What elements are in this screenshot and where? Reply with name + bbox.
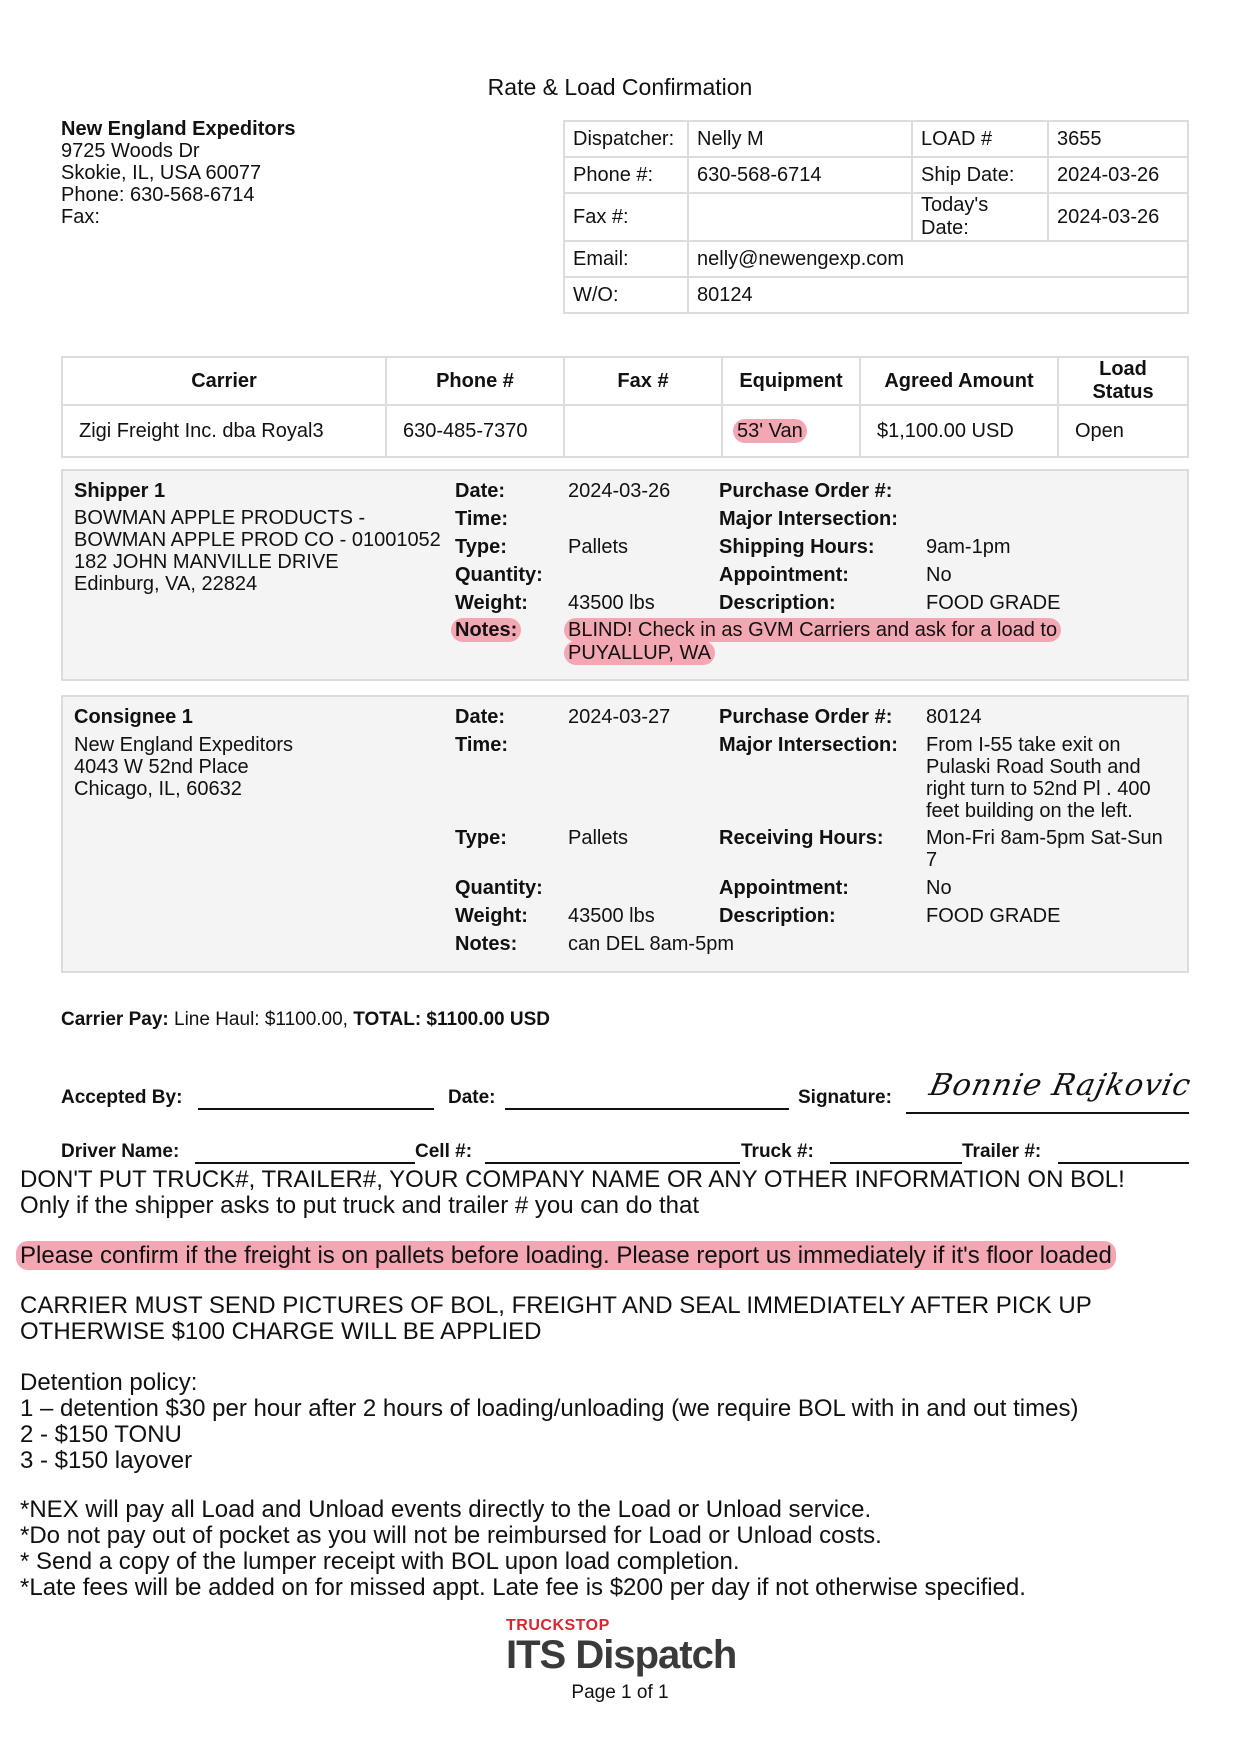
- intersection-line: From I-55 take exit on: [926, 734, 1121, 756]
- consignee-notes: can DEL 8am-5pm: [568, 933, 734, 955]
- load-status-header: Load Status: [1058, 357, 1188, 405]
- pallets-notice: Please confirm if the freight is on pallets before loading. Please report us immediately if it's floor loaded: [16, 1241, 1116, 1270]
- email-label: Email:: [564, 241, 688, 277]
- detention-item: 3 - $150 layover: [20, 1447, 193, 1474]
- shipper-time-label: Time:: [455, 508, 508, 530]
- carrier-header: Carrier: [62, 357, 386, 405]
- load-value: 3655: [1048, 121, 1188, 157]
- consignee-intersection: [926, 734, 1151, 822]
- company-name: New England Expeditors: [61, 118, 296, 140]
- consignee-date-label: Date:: [455, 706, 506, 728]
- bol-warning-line2: Only if the shipper asks to put truck and trailer # you can do that: [20, 1192, 700, 1219]
- dispatcher-value: Nelly M: [688, 121, 912, 157]
- bol-warning-line1: DON'T PUT TRUCK#, TRAILER#, YOUR COMPANY NAME OR ANY OTHER INFORMATION ON BOL!: [20, 1166, 1125, 1193]
- receiving-hours-label: Receiving Hours:: [719, 827, 884, 849]
- pictures-notice: [20, 1293, 1092, 1345]
- shipper-description-label: Description:: [719, 592, 836, 614]
- lumper-item: *Late fees will be added on for missed appt. Late fee is $200 per day if not otherwise specified.: [20, 1574, 1026, 1601]
- consignee-line: New England Expeditors: [74, 734, 294, 756]
- trailer-field[interactable]: [1058, 1162, 1189, 1164]
- signature-label: Signature:: [798, 1087, 892, 1108]
- consignee-time-label: Time:: [455, 734, 508, 756]
- line-haul: Line Haul: $1100.00,: [168, 1009, 354, 1030]
- driver-name-label: Driver Name:: [61, 1141, 180, 1162]
- shipper-notes-label: Notes:: [451, 618, 521, 642]
- email-value: nelly@newengexp.com: [688, 241, 1188, 277]
- lumper-policy: [20, 1497, 1026, 1601]
- sign-date-field[interactable]: [505, 1108, 789, 1110]
- shipper-weight-label: Weight:: [455, 592, 528, 614]
- truckstop-logo: [506, 1617, 736, 1675]
- today-date-label: Today's Date:: [912, 193, 1048, 241]
- lumper-item: * Send a copy of the lumper receipt with BOL upon load completion.: [20, 1548, 740, 1575]
- dispatcher-label: Dispatcher:: [564, 121, 688, 157]
- bol-warning: [20, 1167, 1125, 1219]
- consignee-weight-label: Weight:: [455, 905, 528, 927]
- consignee-type-label: Type:: [455, 827, 507, 849]
- receiving-hours-line2: 7: [926, 849, 938, 871]
- shipper-date-label: Date:: [455, 480, 506, 502]
- agreed-amount-value: $1,100.00 USD: [860, 405, 1058, 457]
- ship-date-value: 2024-03-26: [1048, 157, 1188, 193]
- shipper-appointment-label: Appointment:: [719, 564, 849, 586]
- fax-header: Fax #: [564, 357, 722, 405]
- pictures-line1: CARRIER MUST SEND PICTURES OF BOL, FREIGHT AND SEAL IMMEDIATELY AFTER PICK UP: [20, 1292, 1092, 1319]
- equipment-header: Equipment: [722, 357, 860, 405]
- consignee-type: Pallets: [568, 827, 629, 849]
- shipper-notes-line1: BLIND! Check in as GVM Carriers and ask for a load to: [564, 618, 1061, 642]
- driver-name-field[interactable]: [195, 1162, 415, 1164]
- carrier-table: [61, 356, 1189, 458]
- dispatch-row: [564, 157, 1188, 193]
- shipper-line: Edinburg, VA, 22824: [74, 573, 258, 595]
- carrier-phone: 630-485-7370: [386, 405, 564, 457]
- company-address1: 9725 Woods Dr: [61, 140, 200, 162]
- shipper-intersection-label: Major Intersection:: [719, 508, 898, 530]
- accepted-by-label: Accepted By:: [61, 1087, 183, 1108]
- sign-date-label: Date:: [448, 1087, 496, 1108]
- dispatch-row: [564, 277, 1188, 313]
- consignee-description-label: Description:: [719, 905, 836, 927]
- detention-title: Detention policy:: [20, 1369, 198, 1396]
- wo-label: W/O:: [564, 277, 688, 313]
- company-block: [61, 118, 295, 228]
- truck-label: Truck #:: [741, 1141, 814, 1162]
- consignee-intersection-label: Major Intersection:: [719, 734, 898, 756]
- load-label: LOAD #: [912, 121, 1048, 157]
- shipper-quantity-label: Quantity:: [455, 564, 543, 586]
- consignee-line: Chicago, IL, 60632: [74, 778, 242, 800]
- lumper-item: *NEX will pay all Load and Unload events directly to the Load or Unload service.: [20, 1496, 872, 1523]
- consignee-quantity-label: Quantity:: [455, 877, 543, 899]
- receiving-hours: [926, 827, 1163, 871]
- consignee-line: 4043 W 52nd Place: [74, 756, 249, 778]
- detention-policy: [20, 1370, 1078, 1474]
- intersection-line: Pulaski Road South and: [926, 756, 1141, 778]
- shipper-notes-line2: PUYALLUP, WA: [564, 641, 715, 665]
- document-title: Rate & Load Confirmation: [487, 74, 753, 100]
- carrier-row: [62, 405, 1188, 457]
- equipment-value: 53' Van: [733, 419, 807, 443]
- consignee-po-label: Purchase Order #:: [719, 706, 893, 728]
- shipper-po-label: Purchase Order #:: [719, 480, 893, 502]
- phone-value: 630-568-6714: [688, 157, 912, 193]
- logo-top-text: TRUCKSTOP: [506, 1617, 610, 1634]
- shipper-description: FOOD GRADE: [926, 592, 1061, 614]
- shipper-line: BOWMAN APPLE PROD CO - 01001052: [74, 529, 441, 551]
- phone-label: Phone #:: [564, 157, 688, 193]
- lumper-item: *Do not pay out of pocket as you will not be reimbursed for Load or Unload costs.: [20, 1522, 882, 1549]
- carrier-pay-label: Carrier Pay:: [61, 1009, 169, 1030]
- signature-field[interactable]: [906, 1112, 1189, 1114]
- consignee-notes-label: Notes:: [455, 933, 518, 955]
- detention-item: 1 – detention $30 per hour after 2 hours of loading/unloading (we require BOL with in and out times): [20, 1395, 1079, 1422]
- carrier-pay: [61, 1009, 550, 1031]
- consignee-title: Consignee 1: [74, 706, 193, 728]
- shipping-hours-label: Shipping Hours:: [719, 536, 875, 558]
- cell-field[interactable]: [485, 1162, 740, 1164]
- detention-item: 2 - $150 TONU: [20, 1421, 182, 1448]
- company-fax: Fax:: [61, 206, 100, 228]
- shipper-date: 2024-03-26: [568, 480, 671, 502]
- shipping-hours: 9am-1pm: [926, 536, 1011, 558]
- company-address2: Skokie, IL, USA 60077: [61, 162, 262, 184]
- load-status-value: Open: [1058, 405, 1188, 457]
- shipper-appointment: No: [926, 564, 952, 586]
- carrier-header-row: [62, 357, 1188, 405]
- shipper-type: Pallets: [568, 536, 629, 558]
- shipper-weight: 43500 lbs: [568, 592, 655, 614]
- dispatch-row: [564, 193, 1188, 241]
- ship-date-label: Ship Date:: [912, 157, 1048, 193]
- phone-header: Phone #: [386, 357, 564, 405]
- trailer-label: Trailer #:: [962, 1141, 1042, 1162]
- intersection-line: feet building on the left.: [926, 800, 1133, 822]
- accepted-by-field[interactable]: [198, 1108, 434, 1110]
- pictures-line2: OTHERWISE $100 CHARGE WILL BE APPLIED: [20, 1318, 542, 1345]
- dispatch-row: [564, 121, 1188, 157]
- wo-value: 80124: [688, 277, 1188, 313]
- dispatch-row: [564, 241, 1188, 277]
- company-phone: Phone: 630-568-6714: [61, 184, 255, 206]
- intersection-line: right turn to 52nd Pl . 400: [926, 778, 1151, 800]
- signature-image: Bonnie Rajkovic: [926, 1068, 1195, 1103]
- consignee-address: [74, 734, 293, 800]
- shipper-line: BOWMAN APPLE PRODUCTS -: [74, 507, 366, 529]
- total-pay: TOTAL: $1100.00 USD: [353, 1009, 551, 1030]
- carrier-fax: [564, 405, 722, 457]
- fax-value: [688, 193, 912, 241]
- fax-label: Fax #:: [564, 193, 688, 241]
- consignee-weight: 43500 lbs: [568, 905, 655, 927]
- consignee-appointment-label: Appointment:: [719, 877, 849, 899]
- receiving-hours-line1: Mon-Fri 8am-5pm Sat-Sun: [926, 827, 1163, 849]
- agreed-amount-header: Agreed Amount: [860, 357, 1058, 405]
- cell-label: Cell #:: [415, 1141, 473, 1162]
- shipper-type-label: Type:: [455, 536, 507, 558]
- shipper-address: [74, 507, 441, 595]
- carrier-name: Zigi Freight Inc. dba Royal3: [62, 405, 386, 457]
- consignee-appointment: No: [926, 877, 952, 899]
- shipper-line: 182 JOHN MANVILLE DRIVE: [74, 551, 339, 573]
- shipper-title: Shipper 1: [74, 480, 166, 502]
- consignee-description: FOOD GRADE: [926, 905, 1061, 927]
- truck-field[interactable]: [830, 1162, 962, 1164]
- dispatch-table: [563, 120, 1189, 314]
- consignee-po: 80124: [926, 706, 982, 728]
- logo-main-text: ITS Dispatch: [506, 1633, 737, 1677]
- consignee-date: 2024-03-27: [568, 706, 671, 728]
- today-date-value: 2024-03-26: [1048, 193, 1188, 241]
- page-number: Page 1 of 1: [571, 1682, 669, 1703]
